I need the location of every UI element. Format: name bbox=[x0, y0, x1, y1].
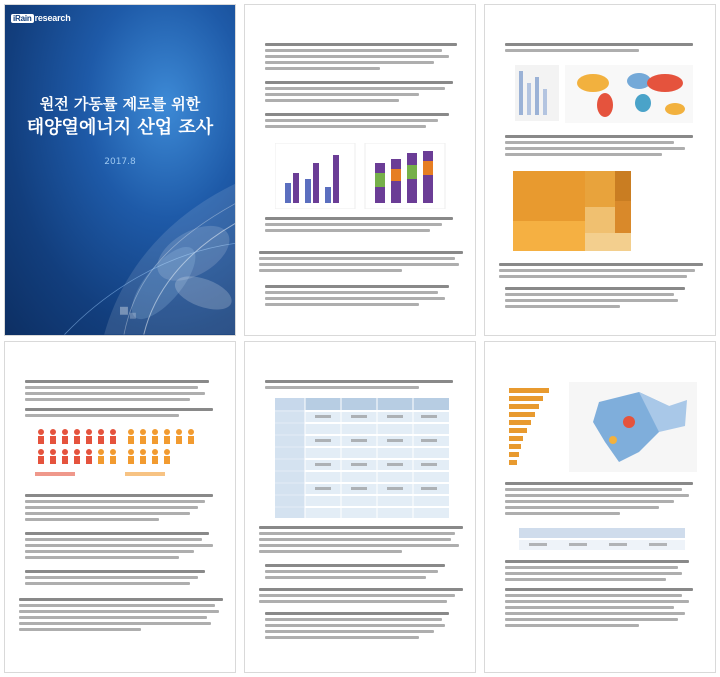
text-block bbox=[505, 560, 697, 584]
cover-decoration bbox=[5, 5, 235, 335]
report-page-3[interactable] bbox=[484, 4, 716, 336]
text-block bbox=[265, 612, 457, 642]
text-block bbox=[265, 217, 457, 235]
text-block bbox=[25, 570, 217, 588]
people-icon-chart bbox=[35, 426, 209, 486]
treemap-figure bbox=[513, 171, 633, 255]
data-table-figure bbox=[275, 398, 449, 518]
report-page-6[interactable] bbox=[484, 341, 716, 673]
bar-chart-figure bbox=[275, 143, 447, 209]
text-block bbox=[259, 526, 463, 556]
report-page-4[interactable] bbox=[4, 341, 236, 673]
text-block bbox=[265, 285, 457, 309]
logo-mark: iRain bbox=[13, 14, 32, 23]
logo-text: research bbox=[34, 13, 71, 23]
text-block bbox=[265, 380, 457, 392]
text-block bbox=[265, 564, 457, 582]
cover-title-line1: 원전 가동률 제로를 위한 bbox=[39, 95, 201, 113]
text-block bbox=[259, 251, 463, 275]
text-block bbox=[25, 532, 217, 562]
text-block bbox=[19, 598, 223, 634]
text-block bbox=[25, 380, 217, 404]
report-page-2[interactable] bbox=[244, 4, 476, 336]
text-block bbox=[505, 588, 697, 630]
europe-map-figure bbox=[509, 382, 699, 474]
text-block bbox=[259, 588, 463, 606]
text-block bbox=[25, 408, 217, 420]
world-map-figure bbox=[515, 61, 695, 127]
text-block bbox=[505, 287, 697, 311]
text-block bbox=[505, 135, 697, 159]
cover-page[interactable] bbox=[4, 4, 236, 336]
text-block bbox=[499, 263, 703, 281]
summary-table-figure bbox=[519, 528, 685, 552]
cover-title-line2: 태양열에너지 산업 조사 bbox=[26, 117, 214, 138]
text-block bbox=[505, 43, 697, 55]
text-block bbox=[265, 43, 457, 73]
text-block bbox=[25, 494, 217, 524]
brand-logo bbox=[11, 13, 71, 23]
text-block bbox=[505, 482, 697, 518]
text-block bbox=[265, 81, 457, 105]
report-page-5[interactable] bbox=[244, 341, 476, 673]
text-block bbox=[265, 113, 457, 131]
cover-date: 2017.8 bbox=[104, 157, 136, 167]
